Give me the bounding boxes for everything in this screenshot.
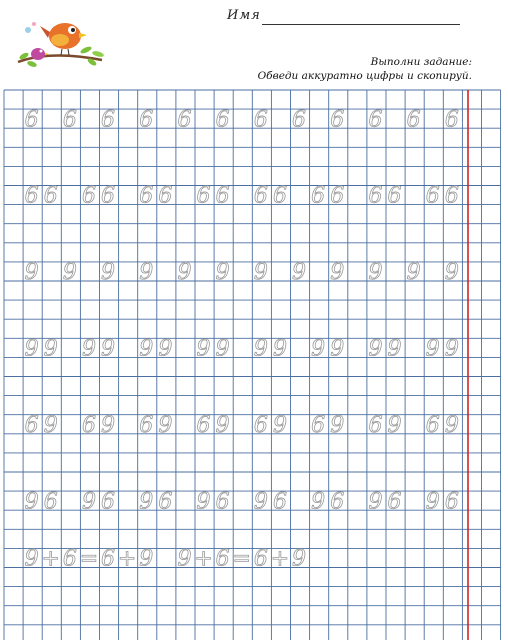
tracing-digit: 9	[368, 489, 383, 515]
tracing-digit: 9	[253, 489, 268, 515]
tracing-digit: 6	[81, 412, 96, 438]
tracing-digit: 9	[43, 336, 58, 362]
tracing-digit: 6	[311, 412, 326, 438]
tracing-digit: 9	[368, 336, 383, 362]
tracing-digit: 6	[425, 412, 440, 438]
tracing-digit: 9	[444, 412, 459, 438]
tracing-digit: 6	[43, 183, 58, 209]
tracing-digit: 6	[101, 546, 116, 572]
tracing-digit: 9	[292, 260, 307, 286]
tracing-digit: 6	[24, 183, 39, 209]
tracing-digit: 6	[311, 183, 326, 209]
tracing-digit: 9	[101, 260, 116, 286]
tracing-digit: 6	[406, 107, 421, 133]
tracing-digit: 9	[139, 546, 154, 572]
tracing-digit: =	[79, 546, 99, 572]
tracing-digit: 9	[139, 336, 154, 362]
tracing-digit: 6	[158, 183, 173, 209]
tracing-digit: 9	[292, 546, 307, 572]
tracing-digit: 9	[253, 260, 268, 286]
tracing-digit: 6	[425, 183, 440, 209]
tracing-digit: 6	[253, 107, 268, 133]
tracing-digit: 9	[177, 546, 192, 572]
tracing-digit: +	[194, 546, 213, 572]
tracing-digit: 6	[272, 489, 287, 515]
tracing-digit: 6	[387, 183, 402, 209]
tracing-digit: 6	[101, 107, 116, 133]
tracing-digit: 6	[196, 412, 211, 438]
tracing-digit: 9	[101, 412, 116, 438]
tracing-digit: =	[232, 546, 251, 572]
tracing-digit: 6	[24, 107, 39, 133]
tracing-digit: 9	[81, 336, 96, 362]
tracing-digit: 9	[139, 260, 154, 286]
tracing-digit: +	[117, 546, 137, 572]
tracing-digit: 9	[24, 546, 39, 572]
tracing-digit: 6	[215, 183, 230, 209]
tracing-digit: 9	[24, 489, 39, 515]
tracing-digit: 9	[139, 489, 154, 515]
tracing-digit: 6	[62, 107, 77, 133]
tracing-digit: 9	[101, 336, 116, 362]
tracing-digit: 6	[292, 107, 307, 133]
tracing-digit: +	[270, 546, 290, 572]
tracing-digit: 9	[62, 260, 77, 286]
tracing-digit: +	[41, 546, 60, 572]
tracing-digit: 6	[387, 489, 402, 515]
tracing-digit: 9	[425, 489, 440, 515]
tracing-digit: 9	[253, 336, 268, 362]
tracing-digit: 6	[253, 546, 268, 572]
tracing-digit: 6	[101, 489, 116, 515]
tracing-digit: 6	[330, 489, 345, 515]
tracing-digit: 9	[311, 489, 326, 515]
tracing-digit: 9	[406, 260, 421, 286]
tracing-digit: 6	[253, 183, 268, 209]
tracing-digit: 9	[81, 489, 96, 515]
tracing-digit: 6	[24, 412, 39, 438]
tracing-digit: 6	[444, 489, 459, 515]
tracing-digit: 6	[139, 412, 154, 438]
tracing-digit: 9	[177, 260, 192, 286]
tracing-digit: 6	[158, 489, 173, 515]
tracing-digit: 6	[139, 183, 154, 209]
tracing-digit: 6	[444, 107, 459, 133]
tracing-digit: 9	[196, 489, 211, 515]
tracing-digit: 6	[101, 183, 116, 209]
tracing-digit: 6	[43, 489, 58, 515]
tracing-digit: 9	[43, 412, 58, 438]
tracing-digit: 9	[444, 260, 459, 286]
tracing-digit: 6	[81, 183, 96, 209]
tracing-digit: 9	[311, 336, 326, 362]
tracing-digit: 6	[368, 107, 383, 133]
instruction-title: Выполни задание:	[370, 56, 472, 68]
name-label: Имя	[227, 8, 261, 23]
tracing-digit: 9	[24, 336, 39, 362]
tracing-digit: 6	[444, 183, 459, 209]
tracing-digit: 6	[330, 183, 345, 209]
tracing-digit: 6	[215, 546, 230, 572]
tracing-digit: 9	[387, 412, 402, 438]
tracing-digit: 6	[62, 546, 77, 572]
tracing-digit: 9	[158, 336, 173, 362]
tracing-digit: 6	[177, 107, 192, 133]
tracing-digit: 9	[368, 260, 383, 286]
tracing-digit: 9	[215, 412, 230, 438]
tracing-digit: 9	[425, 336, 440, 362]
tracing-digit: 9	[24, 260, 39, 286]
tracing-digit: 6	[215, 489, 230, 515]
tracing-digit: 9	[272, 412, 287, 438]
tracing-digit: 9	[215, 336, 230, 362]
tracing-digit: 6	[368, 183, 383, 209]
tracing-digit: 9	[158, 412, 173, 438]
instruction-text: Обведи аккуратно цифры и скопируй.	[257, 70, 472, 82]
tracing-digit: 9	[444, 336, 459, 362]
tracing-digit: 9	[272, 336, 287, 362]
tracing-digit: 6	[253, 412, 268, 438]
tracing-digit: 9	[330, 336, 345, 362]
tracing-digit: 6	[196, 183, 211, 209]
tracing-digit: 6	[139, 107, 154, 133]
tracing-digit: 6	[330, 107, 345, 133]
tracing-digit: 9	[387, 336, 402, 362]
tracing-digit: 9	[196, 336, 211, 362]
tracing-digit: 6	[272, 183, 287, 209]
tracing-digit: 9	[215, 260, 230, 286]
tracing-digit: 6	[368, 412, 383, 438]
tracing-digit: 9	[330, 412, 345, 438]
tracing-digit: 6	[215, 107, 230, 133]
tracing-digit: 9	[330, 260, 345, 286]
